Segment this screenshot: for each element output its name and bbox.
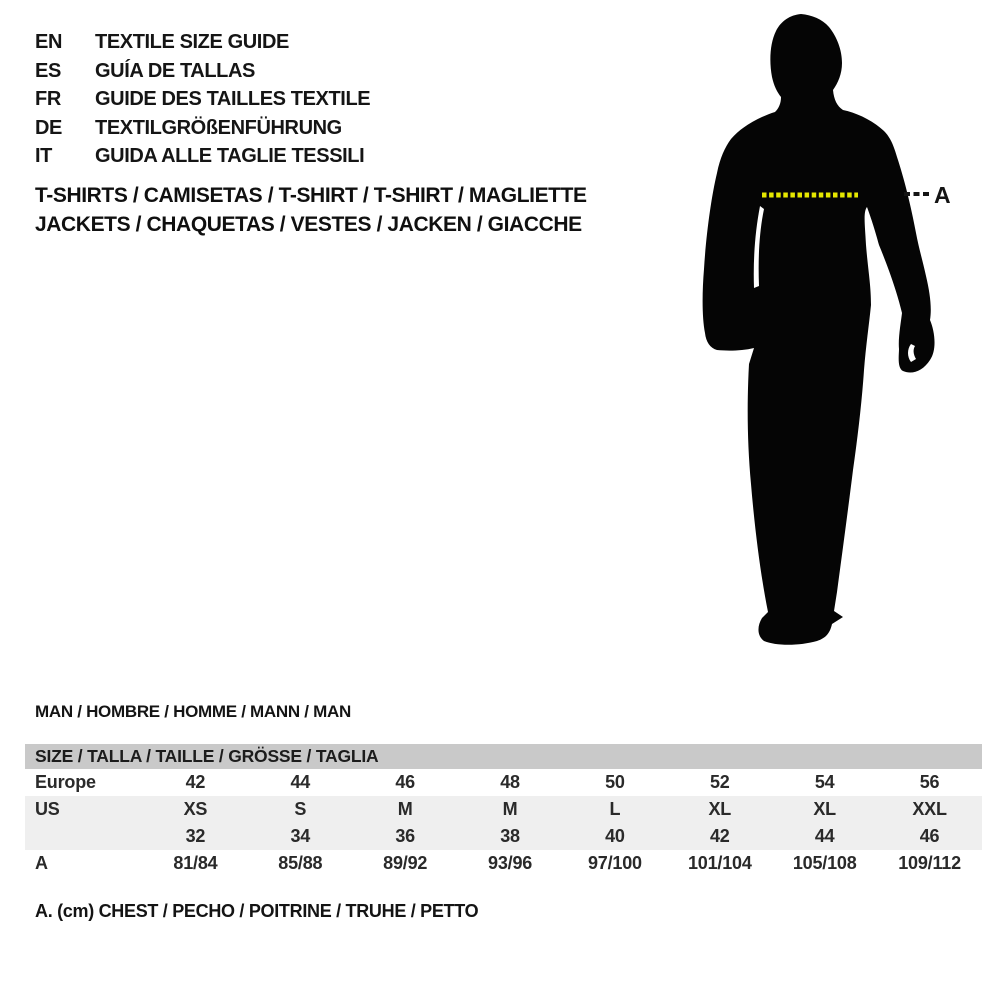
size-cell: 56 [919,772,940,792]
man-silhouette-figure [690,0,960,670]
size-cell: 32 [185,826,206,846]
size-cell: XL [708,799,732,819]
size-cell: 36 [395,826,415,846]
lang-code: IT [35,145,52,168]
size-table [25,744,982,877]
row-label: Europe [35,772,96,792]
row-label: US [35,799,60,819]
size-cell: M [397,799,413,819]
size-cell: 44 [814,826,835,846]
lang-label: GUIDE DES TAILLES TEXTILE [95,88,371,111]
table-row-europe [25,769,982,796]
size-cell: S [294,799,307,819]
size-table-header: SIZE / TALLA / TAILLE / GRÖSSE / TAGLIA [25,744,982,769]
lang-label: TEXTILGRÖßENFÜHRUNG [95,116,342,139]
category-line-tshirts: T-SHIRTS / CAMISETAS / T-SHIRT / T-SHIRT / MAGLIETTE [35,184,587,207]
size-cell: 46 [395,772,415,792]
size-cell: XL [813,799,836,819]
lang-label: GUÍA DE TALLAS [95,59,255,82]
size-cell: 93/96 [488,853,533,873]
language-guide-list [35,28,370,171]
size-cell: XS [183,799,208,819]
size-cell: 44 [290,772,311,792]
size-cell: 101/104 [687,853,752,873]
table-row-chest [25,850,982,877]
size-cell: 42 [710,826,730,846]
row-label: A [35,853,48,873]
size-cell: 105/108 [792,853,857,873]
lang-label: GUIDA ALLE TAGLIE TESSILI [95,145,365,168]
size-cell: 46 [919,826,940,846]
size-cell: 97/100 [588,853,642,873]
size-cell: 109/112 [898,853,961,873]
size-cell: 38 [500,826,520,846]
size-cell: 89/92 [383,853,428,873]
garment-categories [35,181,587,239]
size-cell: 50 [605,772,625,792]
lang-code: FR [35,88,61,111]
size-cell: 48 [500,772,520,792]
size-cell: 81/84 [173,853,218,873]
lang-code: DE [35,116,62,139]
lang-code: ES [35,59,61,82]
lang-label: TEXTILE SIZE GUIDE [95,31,289,53]
size-cell: 52 [710,772,730,792]
row-label [25,823,143,850]
size-cell: 54 [814,772,835,792]
size-cell: 40 [605,826,625,846]
measurement-footnote: A. (cm) CHEST / PECHO / POITRINE / TRUHE / PETTO [35,901,479,921]
man-silhouette [703,14,935,645]
measure-label-a: A [934,182,951,208]
size-cell: 34 [290,826,311,846]
table-row-us [25,796,982,823]
lang-code: EN [35,31,62,53]
size-cell: 85/88 [278,853,323,873]
table-section-title: MAN / HOMBRE / HOMME / MANN / MAN [35,702,351,721]
size-cell: 42 [185,772,206,792]
size-cell: M [502,799,518,819]
category-line-jackets: JACKETS / CHAQUETAS / VESTES / JACKEN / GIACCHE [35,213,582,236]
size-cell: L [609,799,621,819]
table-row-alt-size [25,823,982,850]
size-cell: XXL [912,799,947,819]
